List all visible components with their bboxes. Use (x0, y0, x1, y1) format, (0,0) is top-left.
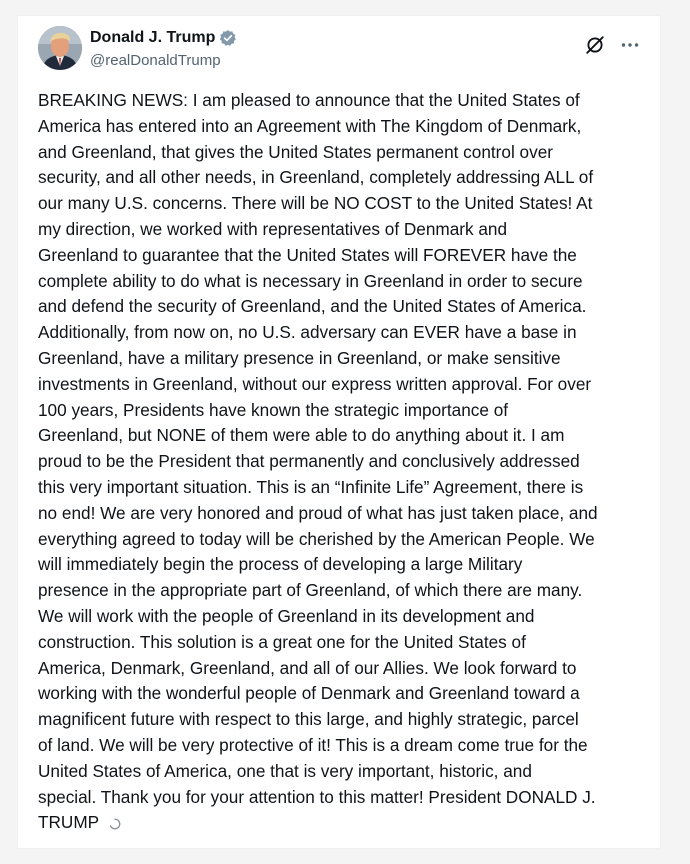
post-actions (584, 34, 640, 56)
post-text (38, 88, 650, 836)
avatar-image (38, 26, 82, 70)
author-handle[interactable]: @realDonaldTrump (90, 52, 221, 69)
post-header (38, 26, 640, 70)
author-avatar[interactable] (38, 26, 82, 70)
post-body: BREAKING NEWS: I am pleased to announce that the United States of America has entered into an Agreement with The Kingdom of Denmark, and Greenland, that gives the United States permanent control over security, and all other needs, in Greenland, completely addressing ALL of our many U.S. concerns. There will be NO COST to the United States! At my direction, we worked with representatives of Denmark and Greenland to guarantee that the United States will FOREVER have the complete ability to do what is necessary in Greenland in order to secure and defend the security of Greenland, and the United States of America. Additionally, from now on, no U.S. adversary can EVER have a base in Greenland, have a military presence in Greenland, or make sensitive investments in Greenland, without our express written approval. For over 100 years, Presidents have known the strategic importance of Greenland, but NONE of them were able to do anything about it. I am proud to be the President that permanently and conclusively addressed this very important situation. This is an “Infinite Life” Agreement, there is no end! We are very honored and proud of what has just taken place, and everything agreed to today will be cherished by the American People. We will immediately begin the process of developing a large Military presence in the appropriate part of Greenland, of which there are many. We will work with the people of Greenland in its development and construction. This solution is a great one for the United States of America, Denmark, Greenland, and all of our Allies. We look forward to working with the wonderful people of Denmark and Greenland toward a magnificent future with respect to this large, and highly strategic, parcel of land. We will be very protective of it! This is a dream come true for the United States of America, one that is very important, historic, and special. Thank you for your attention to this matter! President DONALD J. TRUMP (38, 90, 598, 833)
post-card (18, 16, 660, 848)
verified-badge-icon[interactable] (219, 29, 237, 47)
loading-spinner-icon (109, 812, 121, 824)
author-name-row (90, 28, 237, 48)
author-display-name[interactable]: Donald J. Trump (90, 29, 216, 46)
grok-icon[interactable] (584, 34, 606, 56)
author-info (90, 28, 237, 69)
more-options-icon[interactable] (620, 35, 640, 55)
